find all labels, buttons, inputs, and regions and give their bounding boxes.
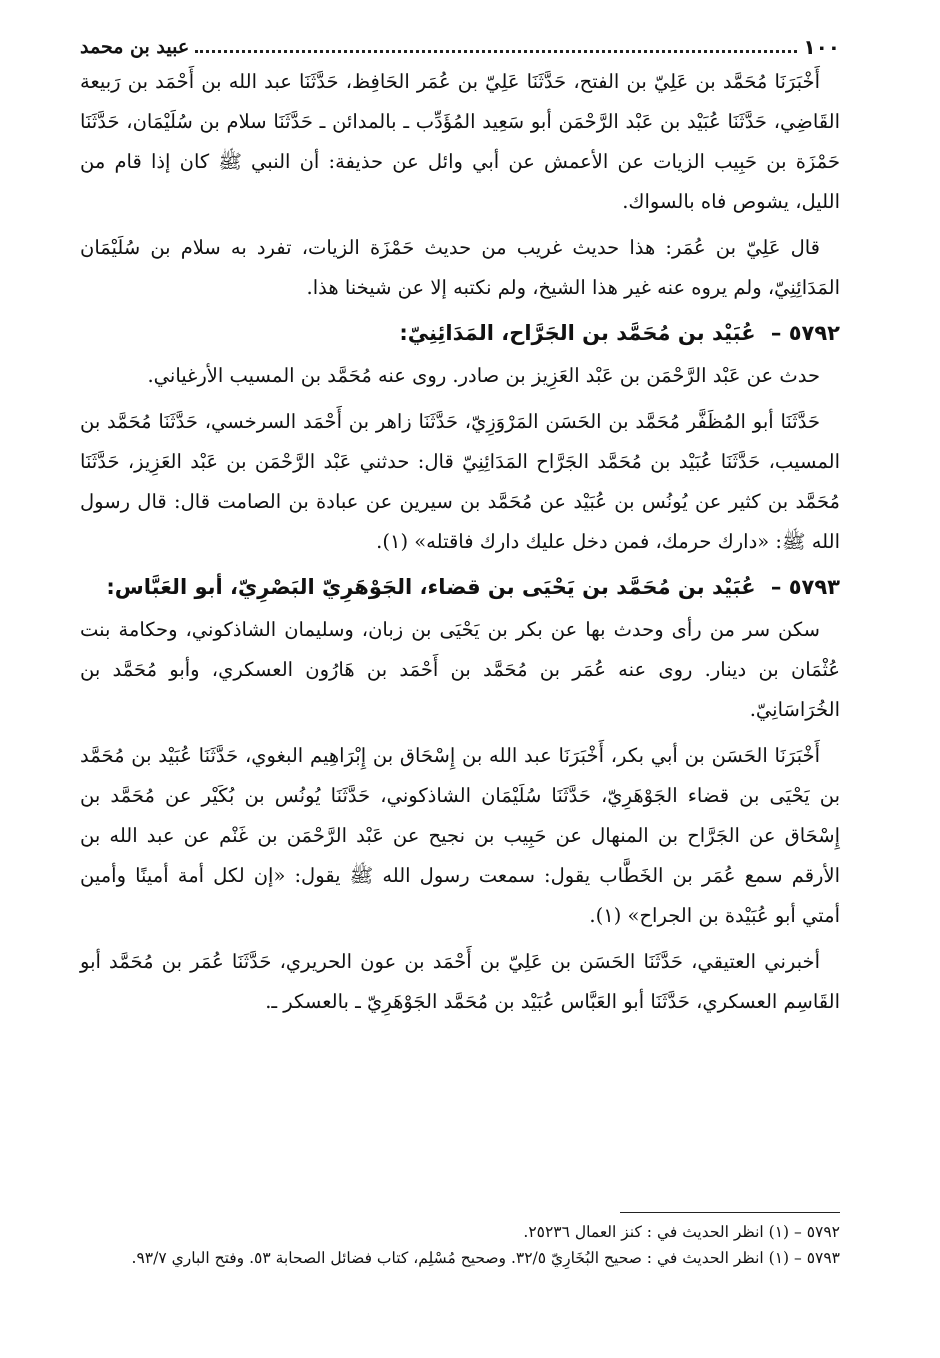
- entry-number: ٥٧٩٢ –: [770, 321, 840, 345]
- entry-number: ٥٧٩٣ –: [770, 575, 840, 599]
- entry-heading-5792: [80, 310, 840, 356]
- entry-heading-5793: [80, 564, 840, 610]
- paragraph: أَخْبَرَنَا الحَسَن بن أبي بكر، أَخْبَرَنَا عبد الله بن إِسْحَاق بن إِبْرَاهِيم البغوي، حَدَّثَنَا عُبَيْد بن مُحَمَّد بن يَحْيَى بن قضاء الجَوْهَرِيّ، حَدَّثَنَا سُلَيْمَان الشاذكوني، حَدَّثَنَا يُونُس بن بُكَيْر عن مُحَمَّد بن إِسْحَاق عن الجَرَّاح بن المنهال عن حَبِيب بن نجيح عن عَبْد الرَّحْمَن بن غَنْم عن عبد الله بن الأرقم سمع عُمَر بن الخَطَّاب يقول: سمعت رسول الله ﷺ يقول: «إن لكل أمة أمينًا وأمين أمتي أبو عُبَيْدة بن الجراح» (١).: [80, 744, 840, 927]
- entry-name: عُبَيْد بن مُحَمَّد بن يَحْيَى بن قضاء، الجَوْهَرِيّ البَصْرِيّ، أبو العَبَّاس:: [106, 575, 756, 599]
- running-title: عبيد بن محمد: [80, 36, 190, 58]
- running-header: [80, 34, 840, 60]
- footnote: ٥٧٩٢ – (١) انظر الحديث في : كنز العمال ٢٥٢٣٦.: [523, 1223, 840, 1241]
- footnote: ٥٧٩٣ – (١) انظر الحديث في : صحيح البُخَارِيّ ٣٢/٥. وصحيح مُسْلِم، كتاب فضائل الصحابة ٥٣. وفتح الباري ٩٣/٧.: [131, 1249, 840, 1267]
- paragraph: سكن سر من رأى وحدث بها عن بكر بن يَحْيَى بن زبان، وسليمان الشاذكوني، وحكامة بنت عُثْمَان بن دينار. روى عنه عُمَر بن مُحَمَّد بن أَحْمَد بن هَارُون العسكري، وأبو مُحَمَّد بن الخُرَاسَانِيّ.: [80, 618, 840, 721]
- paragraph: قال عَلِيّ بن عُمَر: هذا حديث غريب من حديث حَمْزَة الزيات، تفرد به سلام بن سُلَيْمَان المَدَائِنِيّ، ولم يروه عنه غير هذا الشيخ، ولم نكتبه إلا عن شيخنا هذا.: [80, 236, 840, 299]
- footnote-divider: [620, 1212, 840, 1213]
- paragraph: أَخْبَرَنَا مُحَمَّد بن عَلِيّ بن الفتح، حَدَّثَنَا عَلِيّ بن عُمَر الحَافِظ، حَدَّثَنَا عبد الله بن أَحْمَد بن رَبيعة القَاضِي، حَدَّثَنَا عُبَيْد بن عَبْد الرَّحْمَن أبو سَعِيد المُؤَدِّب ـ بالمدائن ـ حَدَّثَنَا سلام بن سُلَيْمَان، حَدَّثَنَا حَمْزَة بن حَبِيب الزيات عن الأعمش عن أبي وائل عن حذيفة: أن النبي ﷺ كان إذا قام من الليل، يشوص فاه بالسواك.: [80, 70, 840, 213]
- header-dotted-leader: [195, 50, 797, 53]
- footnotes: [80, 1212, 840, 1271]
- paragraph: حَدَّثَنَا أبو المُظَفَّر مُحَمَّد بن الحَسَن المَرْوَزِيّ، حَدَّثَنَا زاهر بن أَحْمَد السرخسي، حَدَّثَنَا مُحَمَّد بن المسيب، حَدَّثَنَا عُبَيْد بن مُحَمَّد الجَرَّاح المَدَائِنِيّ قال: حدثني عَبْد الرَّحْمَن بن عَبْد العَزِيز، حَدَّثَنَا مُحَمَّد بن كثير عن يُونُس بن عُبَيْد عن مُحَمَّد بن سيرين عن عبادة بن الصامت قال: قال رسول الله ﷺ: «دارك حرمك، فمن دخل عليك دارك فاقتله» (١).: [80, 410, 840, 553]
- paragraph: أخبرني العتيقي، حَدَّثَنَا الحَسَن بن عَلِيّ بن أَحْمَد بن عون الحريري، حَدَّثَنَا عُمَر بن مُحَمَّد أبو القَاسِم العسكري، حَدَّثَنَا أبو العَبَّاس عُبَيْد بن مُحَمَّد الجَوْهَرِيّ ـ بالعسكر ـ.: [80, 950, 840, 1013]
- main-text: [80, 62, 840, 1022]
- paragraph: حدث عن عَبْد الرَّحْمَن بن عَبْد العَزِيز بن صادر. روى عنه مُحَمَّد بن المسيب الأرغياني.: [147, 364, 820, 387]
- entry-name: عُبَيْد بن مُحَمَّد بن الجَرَّاح، المَدَائِنِيّ:: [399, 321, 756, 345]
- page-number: ١٠٠: [803, 35, 840, 59]
